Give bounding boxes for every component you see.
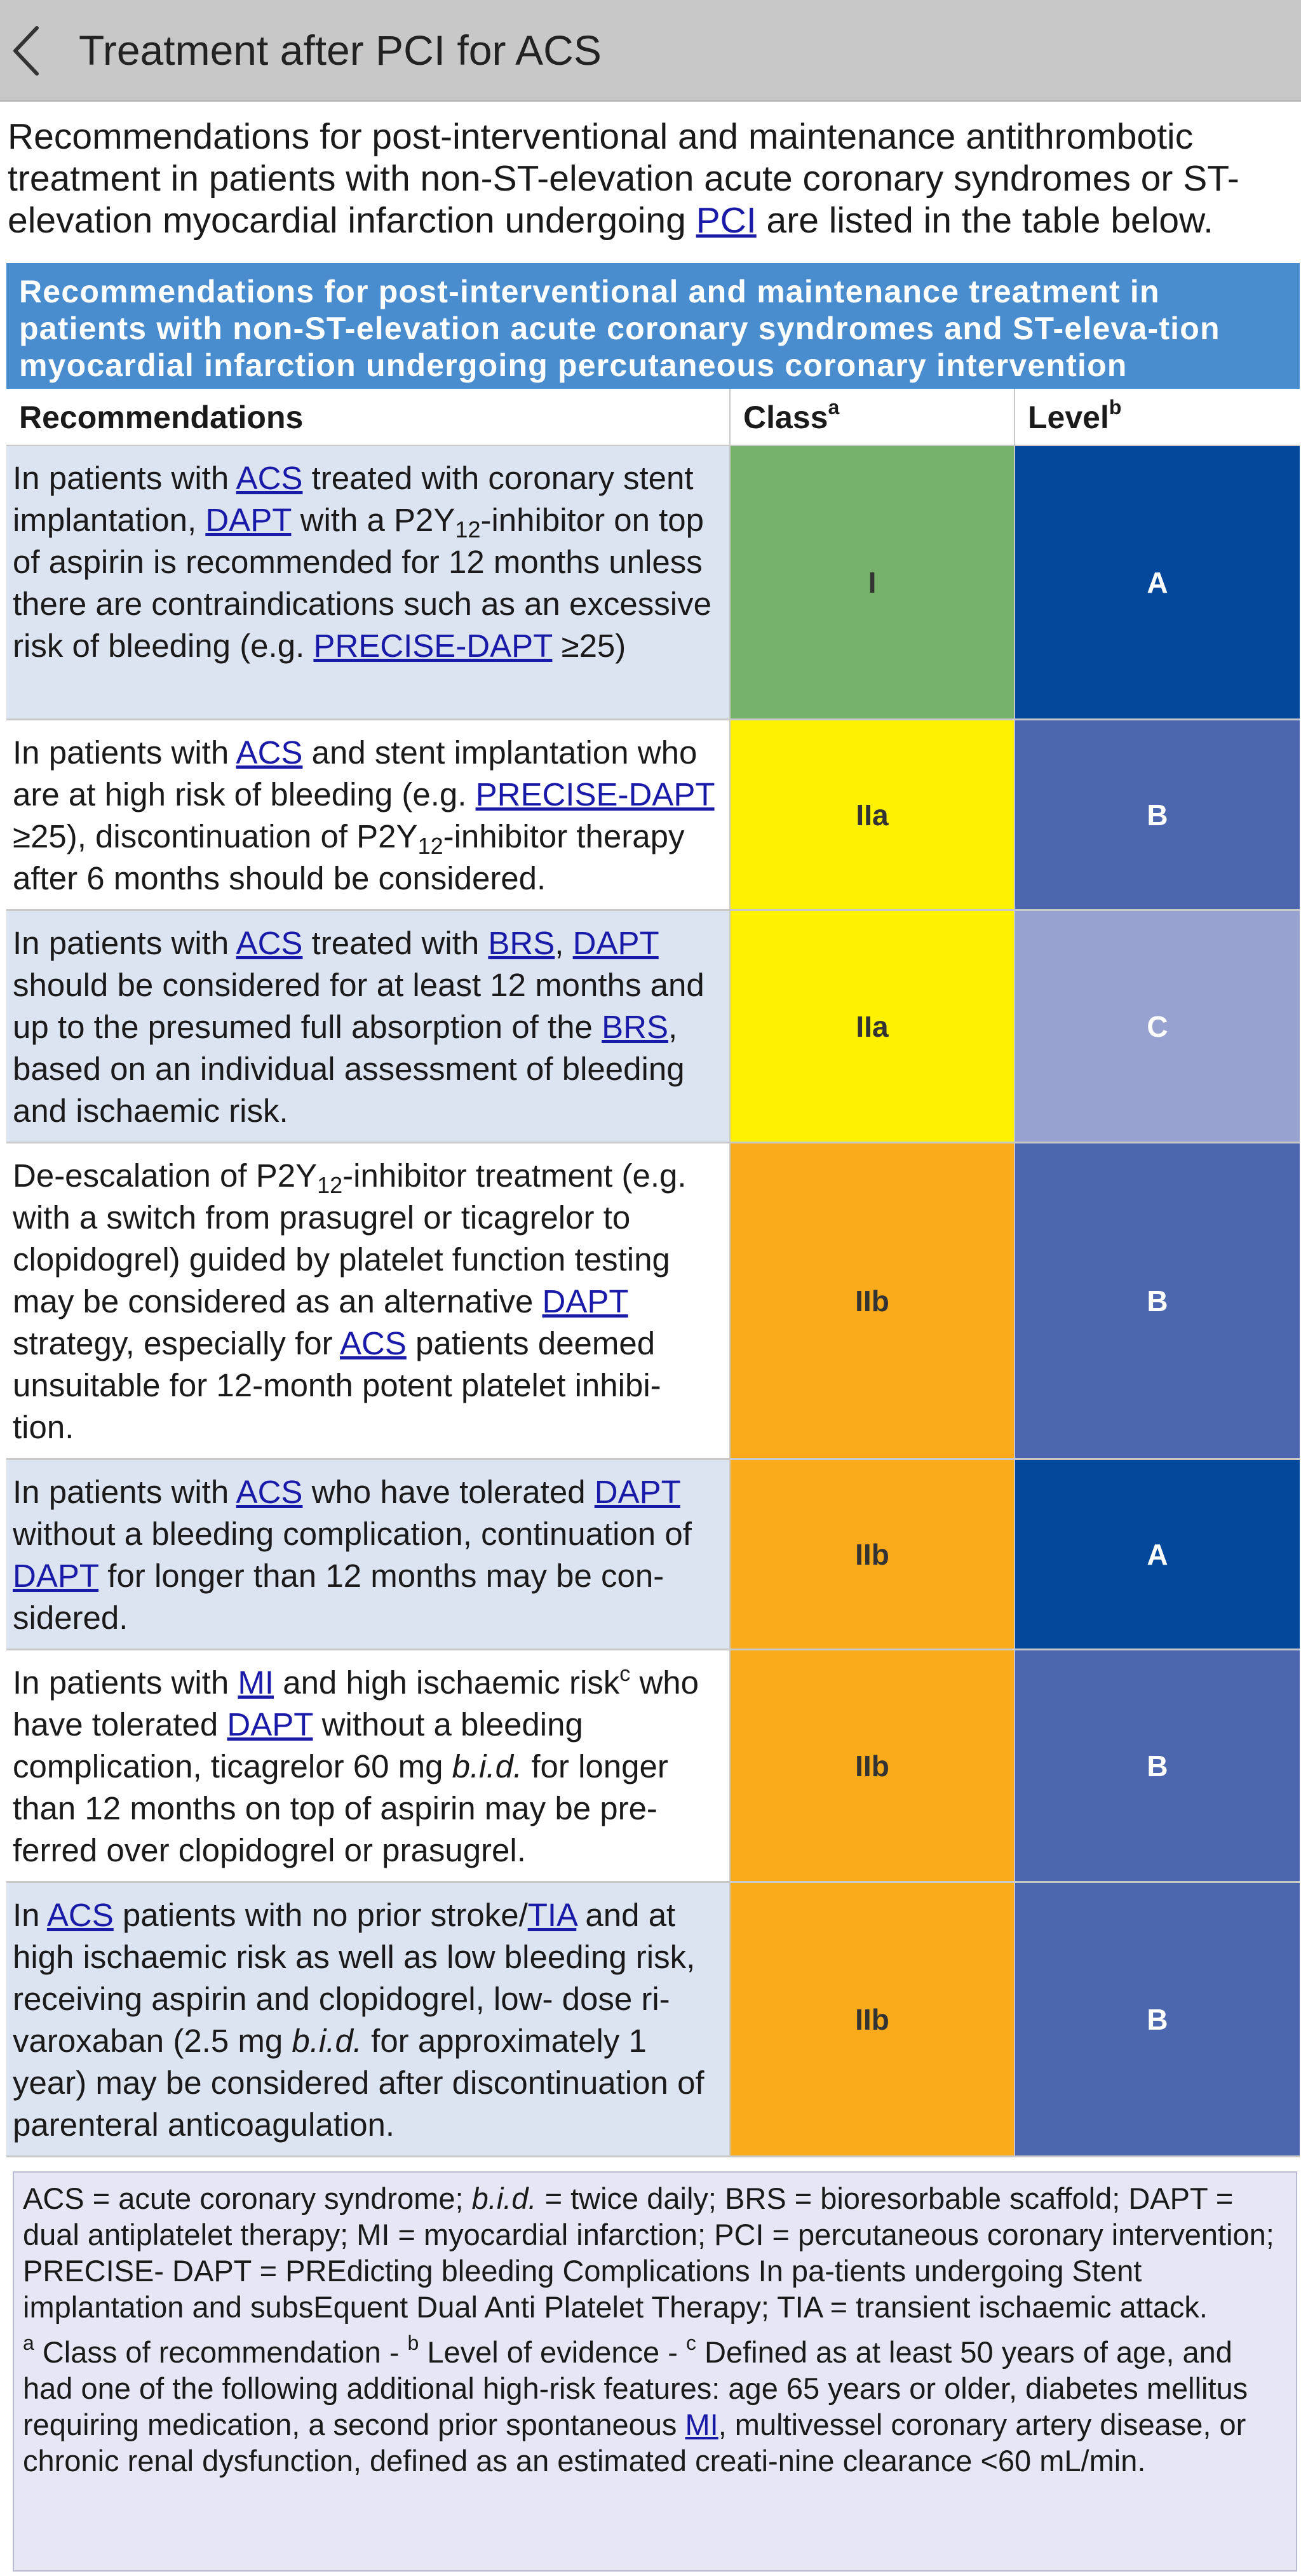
text: treated with (302, 925, 489, 961)
class-cell: IIb (731, 1143, 1015, 1460)
chevron-left-icon[interactable] (9, 24, 47, 78)
text: for longer than 12 months on top of aspirin may be pre-ferred over clopidogrel or prasugrel. (13, 1748, 668, 1868)
recommendation-text (6, 1460, 731, 1650)
column-label: Recommendations (19, 400, 304, 435)
level-cell: A (1015, 1460, 1300, 1650)
page-title: Treatment after PCI for ACS (79, 27, 602, 74)
subscript: 12 (455, 516, 481, 543)
recommendation-text (6, 720, 731, 911)
recommendation-text (6, 1883, 731, 2157)
link-acs[interactable]: ACS (236, 925, 303, 961)
footnote-marker: c (619, 1662, 631, 1686)
footnote-marker: a (23, 2331, 34, 2354)
level-cell: A (1015, 446, 1300, 720)
text: , (555, 925, 573, 961)
table-row (6, 1143, 1300, 1460)
text: ≥25) (552, 628, 626, 664)
text: should be considered for at least 12 months and up to the presumed full absorption of the (13, 967, 704, 1045)
text: -inhibitor treatment (e.g. with a switch from prasugrel or ticagrelor to clopidogrel) guided by platelet function testing may be considered as an alternative (13, 1157, 687, 1319)
recommendation-text (6, 911, 731, 1143)
text: Level of evidence - (419, 2335, 686, 2369)
text: , based on an individual assessment of bleeding and ischaemic risk. (13, 1009, 685, 1129)
text: De-escalation of P2Y (13, 1157, 318, 1194)
footnotes-box (13, 2171, 1297, 2572)
text: -inhibitor on top of aspirin is recommended for 12 months unless there are contraindications such as an excessive risk of bleeding (e.g. (13, 502, 711, 664)
link-dapt[interactable]: DAPT (572, 925, 659, 961)
table-title: Recommendations for post-interventional and maintenance treatment in patients with non-ST-elevation acute coronary syndromes and ST-eleva-tion myocardial infarction undergoing percutaneous coronary intervention (6, 263, 1300, 389)
level-cell: B (1015, 1143, 1300, 1460)
italic-text: b.i.d. (452, 1748, 523, 1784)
column-header-class (731, 389, 1015, 446)
footnote-marker: b (407, 2331, 419, 2354)
text: Defined as at least 50 years of age, and had one of the following additional high-risk features: age 65 years or older, diabetes mellitus requiring medication, a second prior spontaneous (23, 2335, 1248, 2441)
text: In patients with (13, 1474, 236, 1510)
table-row (6, 1650, 1300, 1883)
text: strategy, especially for (13, 1325, 340, 1361)
text: = twice daily; BRS = bioresorbable scaffold; DAPT = dual antiplatelet therapy; MI = myocardial infarction; PCI = percutaneous coronary intervention; PRECISE- DAPT = PREdicting bleeding Complications In pa-tients undergoing Stent implantation and subsEquent Dual Anti Platelet Therapy; TIA = transient ischaemic attack. (23, 2182, 1274, 2324)
intro-paragraph (8, 116, 1291, 241)
column-label: Level (1028, 400, 1109, 435)
intro-text-end: are listed in the table below. (756, 200, 1213, 241)
text: and high ischaemic risk (274, 1664, 620, 1701)
link-mi[interactable]: MI (685, 2408, 718, 2441)
text: without a bleeding complication, ticagrelor 60 mg (13, 1706, 583, 1784)
link-tia[interactable]: TIA (527, 1897, 577, 1933)
level-cell: B (1015, 720, 1300, 911)
text: -inhibitor therapy after 6 months should be considered. (13, 818, 685, 896)
link-dapt[interactable]: DAPT (542, 1283, 628, 1319)
footnotes (23, 2331, 1287, 2479)
link-acs[interactable]: ACS (236, 1474, 303, 1510)
table-row (6, 1460, 1300, 1650)
level-cell: B (1015, 1883, 1300, 2157)
text: without a bleeding complication, continuation of (13, 1516, 692, 1552)
navigation-bar (0, 0, 1301, 102)
class-cell: I (731, 446, 1015, 720)
text: , multivessel coronary artery disease, or chronic renal dysfunction, defined as an estimated creati-nine clearance <60 mL/min. (23, 2408, 1246, 2478)
link-precise-dapt[interactable]: PRECISE-DAPT (475, 776, 715, 813)
text: and stent implantation who are at high risk of bleeding (e.g. (13, 734, 698, 813)
text: In (13, 1897, 47, 1933)
text: and at high ischaemic risk as well as low bleeding risk, receiving aspirin and clopidogrel, low- dose ri-varoxaban (2.5 mg (13, 1897, 696, 2059)
intro-text: Recommendations for post-interventional and maintenance antithrombotic treatment in patients with non-ST-elevation acute coronary syndromes or ST-elevation myocardial infarction undergoing (8, 116, 1239, 241)
table-row (6, 720, 1300, 911)
text: In patients with (13, 460, 236, 496)
subscript: 12 (417, 833, 443, 859)
column-header-level (1015, 389, 1300, 446)
text: ACS = acute coronary syndrome; (23, 2182, 472, 2215)
text: In patients with (13, 1664, 238, 1701)
class-cell: IIb (731, 1460, 1015, 1650)
recommendation-text (6, 1143, 731, 1460)
abbreviations (23, 2180, 1287, 2325)
footnote-marker: a (828, 396, 840, 419)
footnote-marker: b (1109, 396, 1122, 419)
text: In patients with (13, 734, 236, 771)
text: patients with no prior stroke/ (113, 1897, 528, 1933)
text: who have tolerated (302, 1474, 595, 1510)
class-cell: IIa (731, 720, 1015, 911)
link-pci[interactable]: PCI (696, 200, 757, 241)
text: ≥25), discontinuation of P2Y (13, 818, 418, 854)
text: for approximately 1 year) may be considered after discontinuation of parenteral anticoagulation. (13, 2023, 704, 2143)
link-acs[interactable]: ACS (339, 1325, 407, 1361)
text: treated with coronary stent implantation, (13, 460, 694, 538)
link-brs[interactable]: BRS (602, 1009, 668, 1045)
link-dapt[interactable]: DAPT (205, 502, 292, 538)
link-precise-dapt[interactable]: PRECISE-DAPT (313, 628, 553, 664)
text: with a P2Y (291, 502, 455, 538)
link-acs[interactable]: ACS (46, 1897, 114, 1933)
link-brs[interactable]: BRS (488, 925, 555, 961)
text: for longer than 12 months may be con-sidered. (13, 1558, 664, 1636)
level-cell: B (1015, 1650, 1300, 1883)
recommendation-text (6, 446, 731, 720)
link-mi[interactable]: MI (238, 1664, 274, 1701)
italic-text: b.i.d. (471, 2182, 537, 2215)
table-row (6, 1883, 1300, 2157)
link-acs[interactable]: ACS (236, 460, 303, 496)
recommendation-text (6, 1650, 731, 1883)
class-cell: IIa (731, 911, 1015, 1143)
class-cell: IIb (731, 1883, 1015, 2157)
column-label: Class (743, 400, 828, 435)
link-dapt[interactable]: DAPT (594, 1474, 680, 1510)
text: In patients with (13, 925, 236, 961)
footnote-marker: c (685, 2331, 696, 2354)
text: who have tolerated (13, 1664, 699, 1743)
text: Class of recommendation - (34, 2335, 408, 2369)
link-acs[interactable]: ACS (236, 734, 303, 771)
link-dapt[interactable]: DAPT (227, 1706, 313, 1743)
italic-text: b.i.d. (292, 2023, 362, 2059)
column-header-recommendations (6, 389, 731, 446)
table-row (6, 911, 1300, 1143)
link-dapt[interactable]: DAPT (13, 1558, 99, 1594)
level-cell: C (1015, 911, 1300, 1143)
class-cell: IIb (731, 1650, 1015, 1883)
subscript: 12 (317, 1172, 343, 1198)
table-row (6, 446, 1300, 720)
text: patients deemed unsuitable for 12-month potent platelet inhibi-tion. (13, 1325, 661, 1445)
